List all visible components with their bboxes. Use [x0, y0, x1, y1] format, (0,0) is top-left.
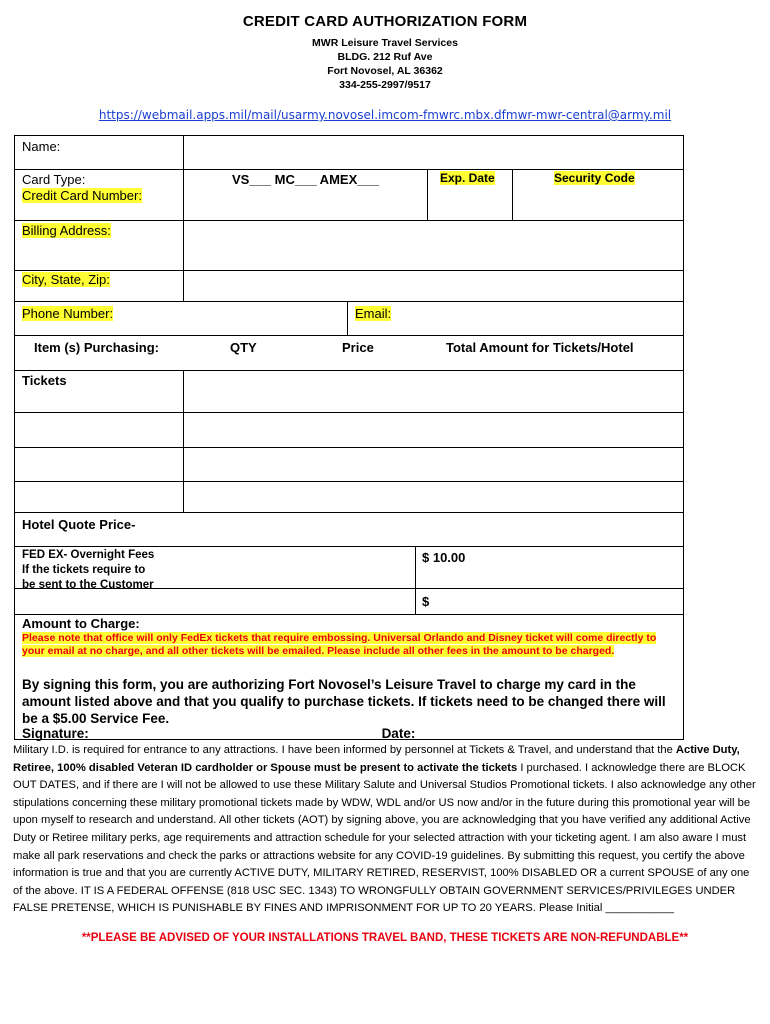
security-code-label: Security Code — [554, 171, 635, 185]
non-refundable-warning: **PLEASE BE ADVISED OF YOUR INSTALLATIONS TRAVEL BAND, THESE TICKETS ARE NON-REFUNDABLE** — [81, 932, 689, 944]
terms-bold-requirement: Active Duty, Retiree, 100% disabled Veteran ID cardholder or Spouse must be present to activate the tickets — [13, 744, 740, 774]
billing-address-label: Billing Address: — [22, 223, 111, 238]
city-state-zip-field[interactable] — [185, 272, 682, 300]
name-label: Name: — [22, 139, 61, 154]
org-city: Fort Novosel, AL 36362 — [327, 65, 443, 77]
items-purchasing-label: Item (s) Purchasing: — [34, 340, 159, 355]
card-type-options[interactable]: VS___ MC___ AMEX___ — [232, 172, 379, 187]
amount-dollar-sign: $ — [422, 594, 430, 609]
hotel-quote-label: Hotel Quote Price- — [22, 517, 136, 532]
total-amount-label: Total Amount for Tickets/Hotel — [446, 340, 634, 355]
fedex-amount: $ 10.00 — [422, 550, 466, 565]
city-state-zip-label: City, State, Zip: — [22, 272, 110, 287]
qty-label: QTY — [230, 340, 257, 355]
credit-card-number-label: Credit Card Number: — [22, 188, 142, 203]
exp-date-label: Exp. Date — [440, 171, 495, 185]
card-type-label: Card Type: — [22, 172, 86, 187]
authorization-statement: By signing this form, you are authorizing Fort Novosel’s Leisure Travel to charge my card in the amount listed above and that you qualify to purchase tickets. If tickets need to be changed there will be a $5.00 Service Fee. — [22, 677, 666, 726]
tickets-label: Tickets — [22, 373, 67, 388]
billing-address-field[interactable] — [185, 222, 682, 268]
org-name: MWR Leisure Travel Services — [312, 37, 458, 49]
org-phone: 334-255-2997/9517 — [339, 79, 431, 91]
fedex-fees-label: FED EX- Overnight Fees If the tickets require to be sent to the Customer — [22, 549, 155, 591]
signature-date-line[interactable]: Signature: ______________________________________ Date: __________________ — [22, 726, 555, 741]
amount-to-charge-label: Amount to Charge: — [22, 616, 140, 631]
phone-number-label: Phone Number: — [22, 306, 114, 321]
name-field[interactable] — [185, 137, 682, 168]
form-title: CREDIT CARD AUTHORIZATION FORM — [242, 13, 528, 30]
email-link[interactable]: https://webmail.apps.mil/mail/usarmy.novosel.imcom-fmwrc.mbx.dfmwr-mwr-central@army.mil — [98, 108, 672, 122]
terms-paragraph: Military I.D. is required for entrance to any attractions. I have been informed by personnel at Tickets & Travel, and understand that the Active Duty, Retiree, 100% disabled Veteran ID cardholder or Spouse must be present to activate the tickets I purchased. I acknowledge there are BLOCK OUT DATES, and if there are I will not be allowed to use these Military Salute and Universal Studios Promotional tickets. I also acknowledge any other stipulations concerning these military promotional tickets made by WDW, WDL and/or US now and/or in the future during this promotional year will be upon myself to research and understand. All other tickets (AOT) by signing above, you are acknowledging that you have verified any additional Active Duty or Retiree military perks, age requirements and attraction schedule for your selected attraction with your ticketing agent. I am also aware I must make all park reservations and check the parks or attractions website for any COVID-19 guidelines. By submitting this request, you certify the above information is true and that you are currently ACTIVE DUTY, MILITARY RETIRED, RESERVIST, 100% DISABLED OR a current SPOUSE of any one of the above. IT IS A FEDERAL OFFENSE (818 USC SEC. 1343) TO WRONGFULLY OBTAIN GOVERNMENT SERVICES/PRIVILEGES UNDER FALSE PRETENSE, WHICH IS PUNISHABLE BY FINES AND IMPRISONMENT FOR UP TO 20 YEARS. Please Initial ___________ — [13, 744, 756, 915]
email-label: Email: — [355, 306, 392, 321]
price-label: Price — [342, 340, 374, 355]
org-building: BLDG. 212 Ruf Ave — [337, 51, 433, 63]
fedex-notice: Please note that office will only FedEx tickets that require embossing. Universal Orlando and Disney ticket will come directly to your email at no charge, and all other tickets will be emailed. Please include all other fees in the amount to be charged. — [22, 632, 657, 657]
